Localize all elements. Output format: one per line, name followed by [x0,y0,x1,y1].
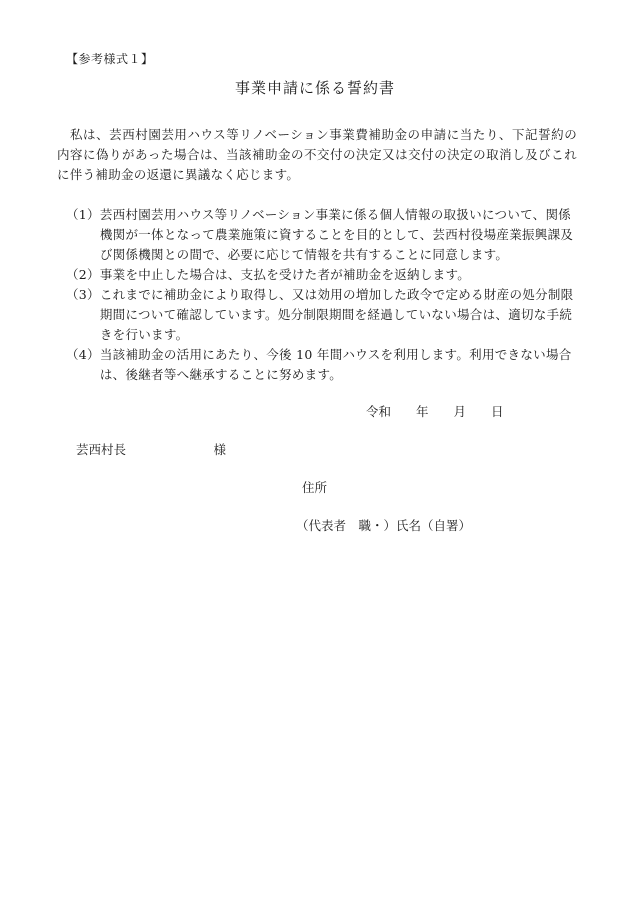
pledge-item-text: 芸西村園芸用ハウス等リノベーション事業に係る個人情報の取扱いについて、関係機関が一体となって農業施策に資することを目的として、芸西村役場産業振興課及び関係機関との間で、必要に応じて情報を共有することに同意します。 [99,207,574,262]
date-line: 令和 年 月 日 [366,404,504,419]
pledge-item-text: これまでに補助金により取得し、又は効用の増加した政令で定める財産の処分制限期間について確認しています。処分制限期間を経過していない場合は、適切な手続きを行います。 [99,287,574,342]
intro-paragraph: 私は、芸西村園芸用ハウス等リノベーション事業費補助金の申請に当たり、下記誓約の内容に偽りがあった場合は、当該補助金の不交付の決定又は交付の決定の取消し及びこれに伴う補助金の返還に異議なく応じます。 [57,127,577,182]
pledge-list [66,205,582,385]
pledge-item-number: （3） [66,287,100,302]
address-label: 住所 [302,480,328,495]
pledge-item-text: 当該補助金の活用にあたり、今後 10 年間ハウスを利用します。利用できない場合は、後継者等へ継承することに努めます。 [99,347,572,382]
signer-label: （代表者 職・）氏名（自署） [296,518,472,533]
pledge-item-3 [66,285,582,345]
document-title: 事業申請に係る誓約書 [234,79,395,97]
pledge-item-2 [66,265,582,285]
pledge-item-number: （4） [66,347,100,362]
pledge-item-1 [66,205,582,265]
pledge-item-text: 事業を中止した場合は、支払を受けた者が補助金を返納します。 [99,267,471,282]
form-label: 【参考様式１】 [66,52,154,66]
pledge-item-number: （2） [66,267,100,282]
addressee: 芸西村長 様 [76,442,227,457]
pledge-item-4 [66,345,582,385]
pledge-item-number: （1） [66,207,100,222]
